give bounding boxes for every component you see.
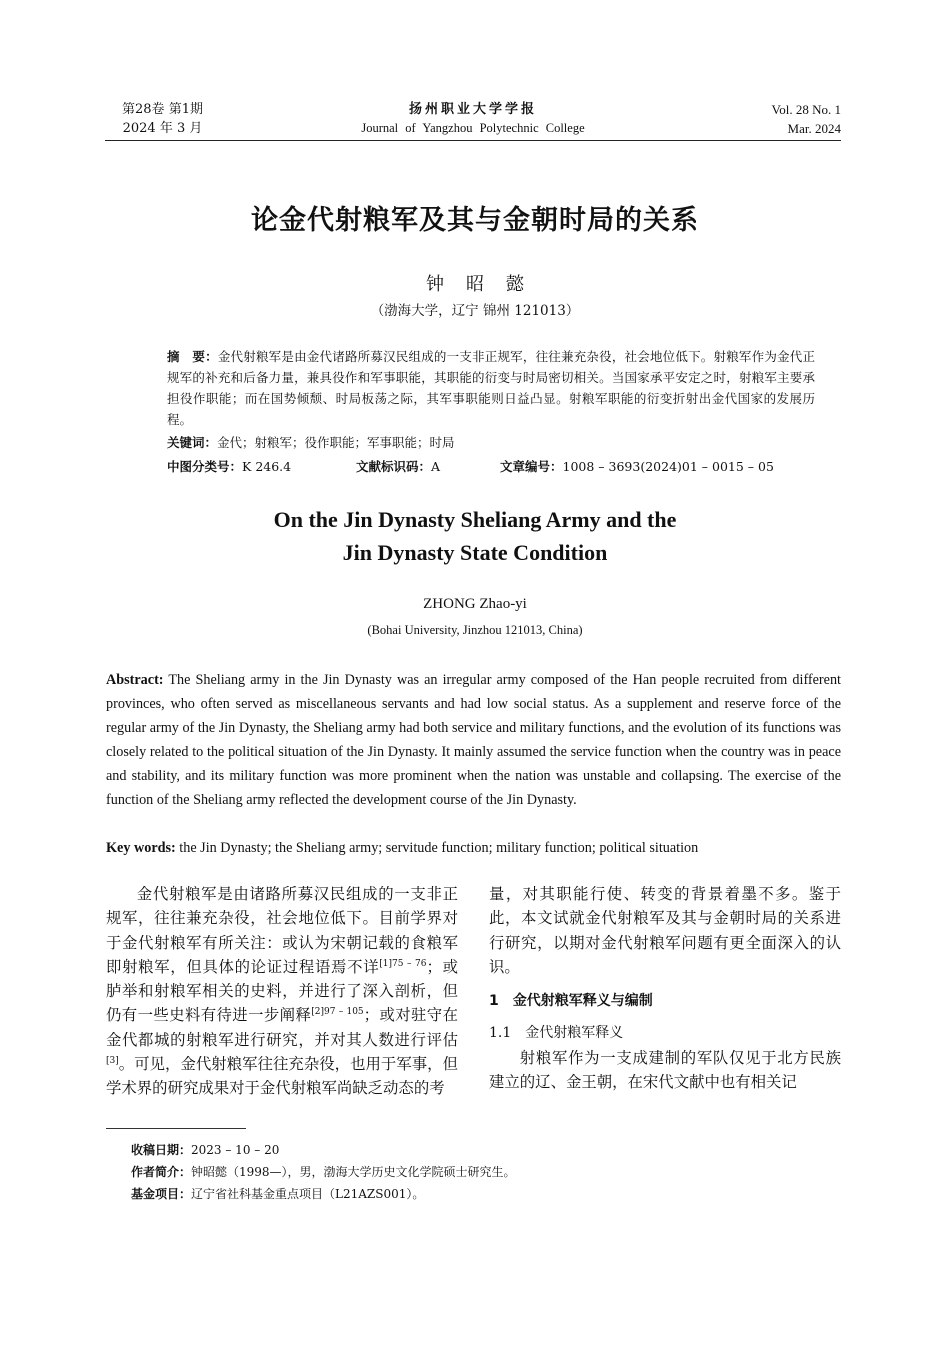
fund-project: 辽宁省社科基金重点项目（L21AZS001）。 [191, 1187, 425, 1201]
fund-label: 基金项目： [131, 1187, 192, 1201]
document-code [356, 456, 440, 477]
keywords-cn [167, 432, 815, 453]
clc-number [167, 456, 291, 477]
paper-title-cn: 论金代射粮军及其与金朝时局的关系 [251, 205, 699, 236]
body-column-right [489, 882, 841, 1094]
keywords-text-en: the Jin Dynasty; the Sheliang army; servitude function; military function; political situation [175, 840, 699, 856]
body-paragraph-2: 射粮军作为一支成建制的军队仅见于北方民族建立的辽、金王朝，在宋代文献中也有相关记 [489, 1048, 841, 1092]
doc-code-value: A [431, 459, 441, 474]
body-text: ；或对驻守在金代都城的射粮军进行研究，并对其人数进行评估 [106, 1006, 458, 1049]
clc-label: 中图分类号： [167, 459, 243, 474]
body-text: 。可见，金代射粮军往往充杂役，也用于军事，但学术界的研究成果对于金代射粮军尚缺乏动态的考 [106, 1055, 458, 1098]
date-cn: 2024 年 3 月 [122, 121, 203, 136]
keywords-label-en: Key words: [106, 840, 176, 856]
body-text: ；或胪举和射粮军相关的史料，并进行了深入剖析，但仍有一些史料有待进一步阐释 [106, 957, 458, 1025]
header-volume-cn [105, 100, 220, 138]
abstract-en [106, 668, 841, 812]
header-journal [305, 100, 641, 138]
journal-name-cn: 扬州职业大学学报 [408, 102, 537, 117]
journal-name-en: Journal of Yangzhou Polytechnic College [361, 121, 585, 135]
subsection-heading-1-1: 1.1 金代射粮军释义 [489, 1025, 624, 1042]
volume-issue-cn: 第28卷 第1期 [122, 102, 203, 117]
footnotes [131, 1139, 831, 1205]
article-number-value: 1008 – 3693(2024)01 – 0015 – 05 [562, 459, 774, 474]
author-name-cn: 钟昭懿 [426, 274, 546, 295]
body-column-left [106, 882, 458, 1101]
header-volume-en [772, 100, 841, 138]
running-header [105, 100, 841, 141]
abstract-label-cn: 摘 要： [167, 349, 218, 364]
clc-value: K 246.4 [242, 459, 292, 474]
abstract-cn [167, 346, 815, 430]
doc-code-label: 文献标识码： [356, 459, 432, 474]
footnote-author [131, 1161, 831, 1183]
abstract-label-en: Abstract: [106, 672, 164, 688]
title-en-line-1: On the Jin Dynasty Sheliang Army and the [273, 507, 677, 532]
keywords-en [106, 836, 841, 860]
footnote-fund [131, 1183, 831, 1205]
article-number [500, 456, 774, 477]
citation-3: [3] [106, 1055, 119, 1066]
received-date: 2023 – 10 – 20 [191, 1143, 280, 1157]
body-paragraph-intro-continued: 量，对其职能行使、转变的背景着墨不多。鉴于此，本文试就金代射粮军及其与金朝时局的关系进行研究，以期对金代射粮军问题有更全面深入的认识。 [489, 885, 841, 976]
author-bio-label: 作者简介： [131, 1165, 192, 1179]
abstract-text-en: The Sheliang army in the Jin Dynasty was an irregular army composed of the Han people recruited from different provinces, who often served as miscellaneous servants and had low social status. As a supplement and reserve force of the regular army of the Jin Dynasty, the Sheliang army had both service and military functions, and the evolution of its functions was closely related to the political situation of the Jin Dynasty. It mainly assumed the service function when the country was in peace and stability, and its military function was more prominent when the nation was unstable and collapsing. The exercise of the function of the Sheliang army reflected the development course of the Jin Dynasty. [106, 672, 841, 808]
footnote-rule [106, 1128, 246, 1129]
affiliation-en: (Bohai University, Jinzhou 121013, China) [367, 623, 583, 637]
date-en: Mar. 2024 [787, 121, 841, 136]
citation-1: [1]75 – 76 [379, 958, 427, 969]
footnote-received [131, 1139, 831, 1161]
body-text: 金代射粮军是由诸路所募汉民组成的一支非正规军，往往兼充杂役，社会地位低下。目前学界对于金代射粮军有所关注：或认为宋朝记载的食粮军即射粮军，但具体的论证过程语焉不详 [106, 885, 458, 976]
author-bio: 钟昭懿（1998—），男，渤海大学历史文化学院硕士研究生。 [191, 1165, 516, 1179]
abstract-text-cn: 金代射粮军是由金代诸路所募汉民组成的一支非正规军，往往兼充杂役，社会地位低下。射粮军作为金代正规军的补充和后备力量，兼具役作和军事职能，其职能的衍变与时局密切相关。当国家承平安定之时，射粮军主要承担役作职能；而在国势倾颓、时局板荡之际，其军事职能则日益凸显。射粮军职能的衍变折射出金代国家的发展历程。 [167, 349, 815, 427]
keywords-label-cn: 关键词： [167, 435, 218, 450]
keywords-text-cn: 金代；射粮军；役作职能；军事职能；时局 [217, 435, 455, 450]
author-name-en: ZHONG Zhao-yi [423, 596, 527, 612]
section-heading-1: 1 金代射粮军释义与编制 [489, 993, 653, 1010]
citation-2: [2]97 – 105 [311, 1007, 364, 1018]
article-number-label: 文章编号： [500, 459, 563, 474]
paper-title-en [0, 503, 950, 569]
volume-issue-en: Vol. 28 No. 1 [771, 102, 841, 117]
affiliation-cn: （渤海大学，辽宁 锦州 121013） [370, 303, 580, 319]
body-paragraph-intro [106, 882, 458, 1101]
title-en-line-2: Jin Dynasty State Condition [342, 540, 608, 565]
received-label: 收稿日期： [131, 1143, 192, 1157]
